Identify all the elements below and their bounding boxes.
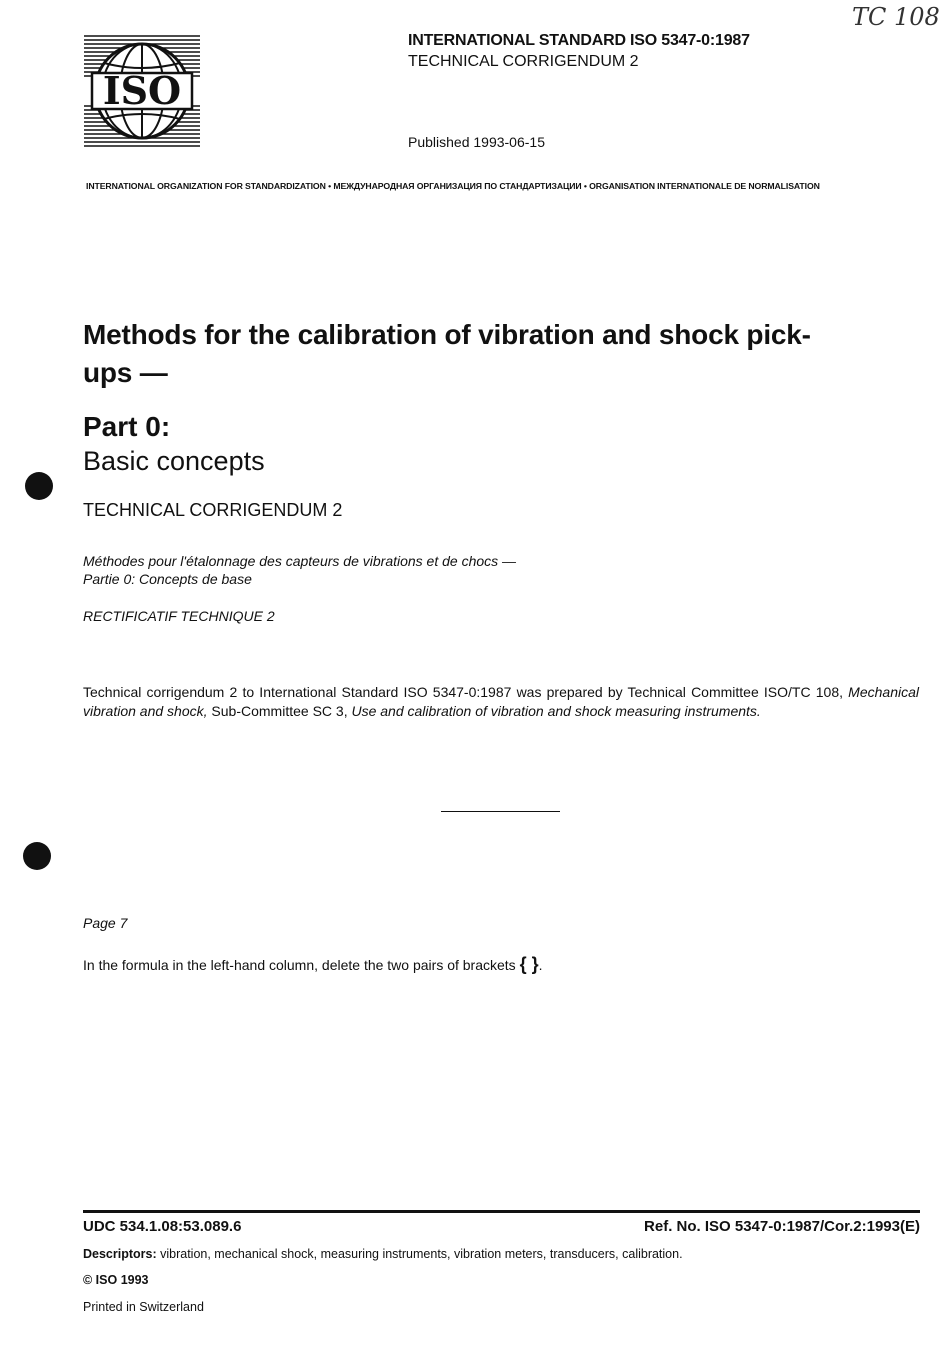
intro-subcommittee-name: Use and calibration of vibration and shock measuring instruments.: [351, 703, 761, 719]
french-title-line2: Partie 0: Concepts de base: [83, 571, 252, 587]
french-title-line1: Méthodes pour l'étalonnage des capteurs de vibrations et de chocs —: [83, 553, 517, 569]
part-subtitle: Basic concepts: [83, 446, 265, 476]
intro-text-1: Technical corrigendum 2 to International Standard ISO 5347-0:1987 was prepared by Technical Committee ISO/TC 108,: [83, 684, 849, 700]
organization-line: INTERNATIONAL ORGANIZATION FOR STANDARDIZATION • МЕЖДУНАРОДНАЯ ОРГАНИЗАЦИЯ ПО СТАНДАРТИЗАЦИИ • ORGANISATION INTERNATIONALE DE NORMALISATION: [86, 181, 820, 191]
instruction-text: In the formula in the left-hand column, delete the two pairs of brackets: [83, 957, 520, 973]
copyright: © ISO 1993: [83, 1273, 149, 1287]
published-date: Published 1993-06-15: [408, 134, 545, 150]
standard-number: INTERNATIONAL STANDARD ISO 5347-0:1987: [408, 32, 750, 49]
intro-committee-name: Mechanical vibration and shock,: [83, 684, 919, 719]
brackets-symbol: { }: [519, 954, 539, 974]
instruction-end: .: [538, 957, 543, 973]
descriptors-label: Descriptors:: [83, 1247, 157, 1261]
intro-paragraph: [83, 683, 919, 721]
descriptors-list: vibration, mechanical shock, measuring instruments, vibration meters, transducers, calibration.: [156, 1247, 683, 1261]
printed-location: Printed in Switzerland: [83, 1300, 204, 1314]
correction-instruction: [83, 954, 542, 975]
punch-hole: [23, 842, 51, 870]
punch-hole: [25, 472, 53, 500]
technical-corrigendum-label: TECHNICAL CORRIGENDUM 2: [83, 500, 343, 520]
document-title: Methods for the calibration of vibration and shock pick-ups —: [83, 319, 811, 388]
separator-rule: [441, 811, 560, 812]
page-reference: Page 7: [83, 915, 128, 931]
corrigendum-heading: TECHNICAL CORRIGENDUM 2: [408, 53, 639, 70]
intro-text-2: Sub-Committee SC 3,: [207, 703, 352, 719]
part-number: Part 0:: [83, 411, 171, 442]
french-corrigendum-label: RECTIFICATIF TECHNIQUE 2: [83, 608, 275, 624]
reference-number: Ref. No. ISO 5347-0:1987/Cor.2:1993(E): [644, 1218, 920, 1235]
descriptors: [83, 1247, 683, 1261]
handwritten-note: TC 108: [852, 3, 940, 31]
logo-text: ISO: [102, 68, 182, 113]
iso-globe-logo: [84, 33, 200, 149]
footer-rule: [83, 1210, 920, 1213]
udc-number: UDC 534.1.08:53.089.6: [83, 1218, 242, 1235]
